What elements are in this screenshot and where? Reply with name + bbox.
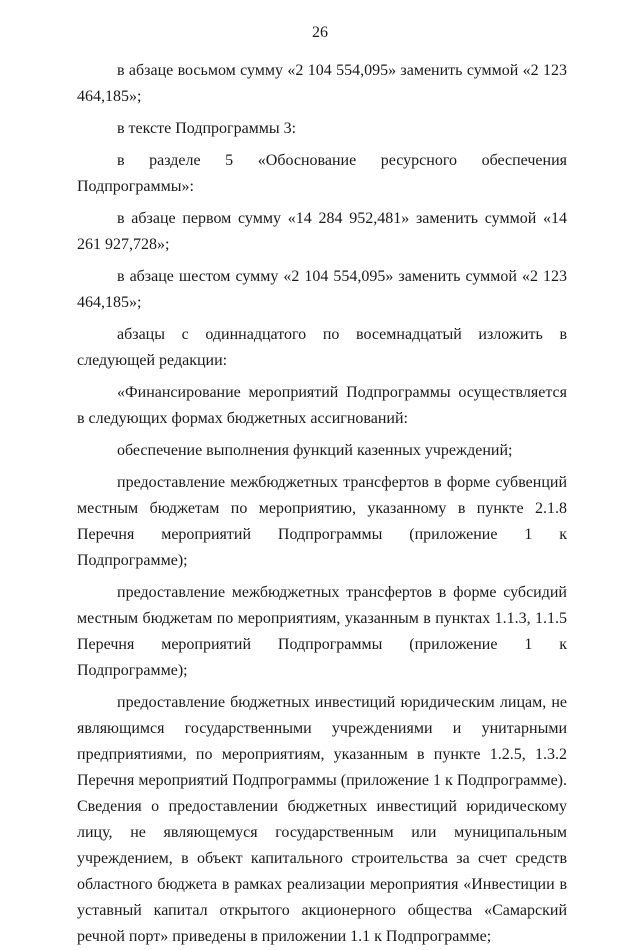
- paragraph: предоставление бюджетных инвестиций юридическим лицам, не являющимся государственными учреждениями и унитарными предприятиями, по мероприятиям, указанным в пункте 1.2.5, 1.3.2 Перечня мероприятий Подпрограммы (приложение 1 к Подпрограмме). Сведения о предоставлении бюджетных инвестиций юридическому лицу, не являющемуся государственным или муниципальным учреждением, в объект капитального строительства за счет средств областного бюджета в рамках реализации мероприятия «Инвестиции в уставный капитал открытого акционерного общества «Самарский речной порт» приведены в приложении 1.1 к Подпрограмме;: [77, 694, 567, 945]
- paragraph: абзацы с одиннадцатого по восемнадцатый изложить в следующей редакции:: [77, 326, 567, 369]
- paragraph: предоставление межбюджетных трансфертов в форме субсидий местным бюджетам по мероприятиям, указанным в пунктах 1.1.3, 1.1.5 Перечня мероприятий Подпрограммы (приложение 1 к Подпрограмме);: [77, 584, 567, 679]
- document-body: [77, 58, 567, 950]
- paragraph: в абзаце шестом сумму «2 104 554,095» заменить суммой «2 123 464,185»;: [77, 268, 567, 311]
- paragraph: в тексте Подпрограммы 3:: [117, 120, 297, 137]
- paragraph: в разделе 5 «Обоснование ресурсного обеспечения Подпрограммы»:: [77, 152, 567, 195]
- paragraph: обеспечение выполнения функций казенных учреждений;: [117, 442, 513, 459]
- paragraph: предоставление межбюджетных трансфертов в форме субвенций местным бюджетам по мероприятию, указанному в пункте 2.1.8 Перечня мероприятий Подпрограммы (приложение 1 к Подпрограмме);: [77, 474, 567, 569]
- paragraph: в абзаце первом сумму «14 284 952,481» заменить суммой «14 261 927,728»;: [77, 210, 567, 253]
- paragraph: «Финансирование мероприятий Подпрограммы осуществляется в следующих формах бюджетных ассигнований:: [77, 384, 567, 427]
- paragraph: в абзаце восьмом сумму «2 104 554,095» заменить суммой «2 123 464,185»;: [77, 62, 567, 105]
- page-number: 26: [312, 24, 328, 41]
